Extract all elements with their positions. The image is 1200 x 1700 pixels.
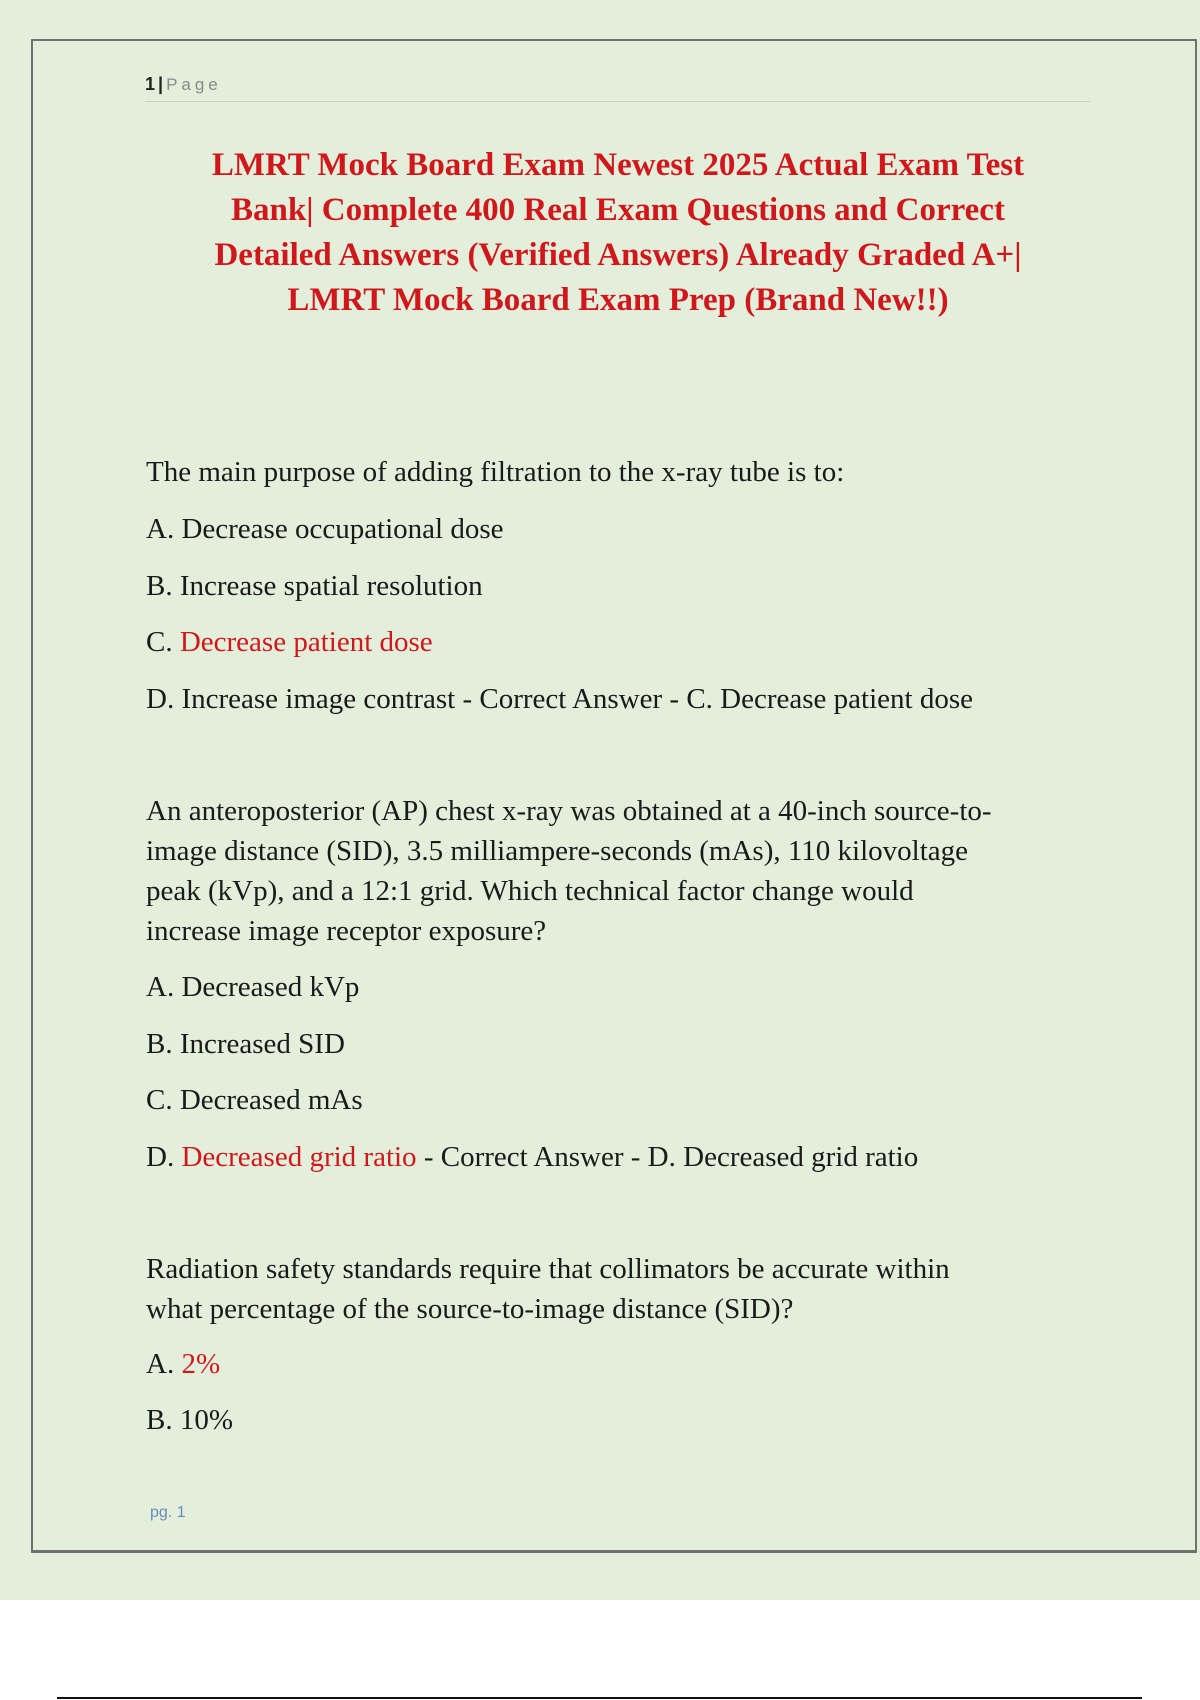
question-2-option-a xyxy=(146,969,359,1005)
question-line: An anteroposterior (AP) chest x-ray was obtained at a 40-inch source-to- xyxy=(146,795,992,827)
header-separator: | xyxy=(158,74,164,94)
correct-answer-note: - Correct Answer - C. Decrease patient dose xyxy=(455,683,973,715)
question-3-option-b xyxy=(146,1402,233,1438)
question-3-option-a xyxy=(146,1346,220,1382)
option-prefix: C. xyxy=(146,626,180,658)
option-prefix: B. xyxy=(146,1404,180,1436)
question-line: increase image receptor exposure? xyxy=(146,915,547,947)
option-text: Increased SID xyxy=(179,1028,345,1060)
question-line: peak (kVp), and a 12:1 grid. Which technical factor change would xyxy=(146,875,914,907)
option-text-correct: 2% xyxy=(181,1348,221,1380)
question-line: what percentage of the source-to-image distance (SID)? xyxy=(146,1293,794,1325)
option-prefix: B. xyxy=(146,1028,180,1060)
question-1-option-d xyxy=(146,681,973,717)
option-text: Increase image contrast xyxy=(181,683,456,715)
document-title xyxy=(145,143,1091,323)
bottom-divider xyxy=(57,1697,1142,1699)
option-prefix: D. xyxy=(146,1141,182,1173)
question-line: Radiation safety standards require that collimators be accurate within xyxy=(146,1253,950,1285)
option-prefix: A. xyxy=(146,1348,182,1380)
header-page-word: Page xyxy=(166,75,222,94)
option-text: Decrease occupational dose xyxy=(181,513,504,545)
option-prefix: C. xyxy=(146,1084,180,1116)
question-line: The main purpose of adding filtration to the x-ray tube is to: xyxy=(146,456,845,488)
question-1-option-b xyxy=(146,568,483,604)
option-prefix: A. xyxy=(146,513,182,545)
title-line: Detailed Answers (Verified Answers) Already Graded A+| xyxy=(214,237,1022,273)
footer-page-label: pg. 1 xyxy=(150,1504,186,1521)
title-line: LMRT Mock Board Exam Newest 2025 Actual Exam Test xyxy=(211,147,1025,183)
option-text-correct: Decreased grid ratio xyxy=(181,1141,417,1173)
header-page-number: 1 xyxy=(145,74,156,94)
option-text: 10% xyxy=(179,1404,234,1436)
question-2-option-c xyxy=(146,1082,363,1118)
correct-answer-note: - Correct Answer - D. Decreased grid ratio xyxy=(416,1141,919,1173)
option-text: Increase spatial resolution xyxy=(179,570,483,602)
question-1-option-a xyxy=(146,511,504,547)
question-3-text xyxy=(146,1249,1106,1329)
option-text: Decreased mAs xyxy=(179,1084,363,1116)
page-header xyxy=(145,74,1091,102)
question-2-option-d xyxy=(146,1139,918,1175)
option-prefix: A. xyxy=(146,971,182,1003)
option-prefix: D. xyxy=(146,683,182,715)
title-line: LMRT Mock Board Exam Prep (Brand New!!) xyxy=(287,282,949,318)
option-text-correct: Decrease patient dose xyxy=(179,626,433,658)
option-prefix: B. xyxy=(146,570,180,602)
title-line: Bank| Complete 400 Real Exam Questions and Correct xyxy=(231,192,1005,228)
question-line: image distance (SID), 3.5 milliampere-seconds (mAs), 110 kilovoltage xyxy=(146,835,968,867)
question-1-option-c xyxy=(146,624,433,660)
question-2-option-b xyxy=(146,1026,345,1062)
question-2-text xyxy=(146,791,1106,951)
question-1-text xyxy=(146,452,1106,492)
option-text: Decreased kVp xyxy=(181,971,360,1003)
